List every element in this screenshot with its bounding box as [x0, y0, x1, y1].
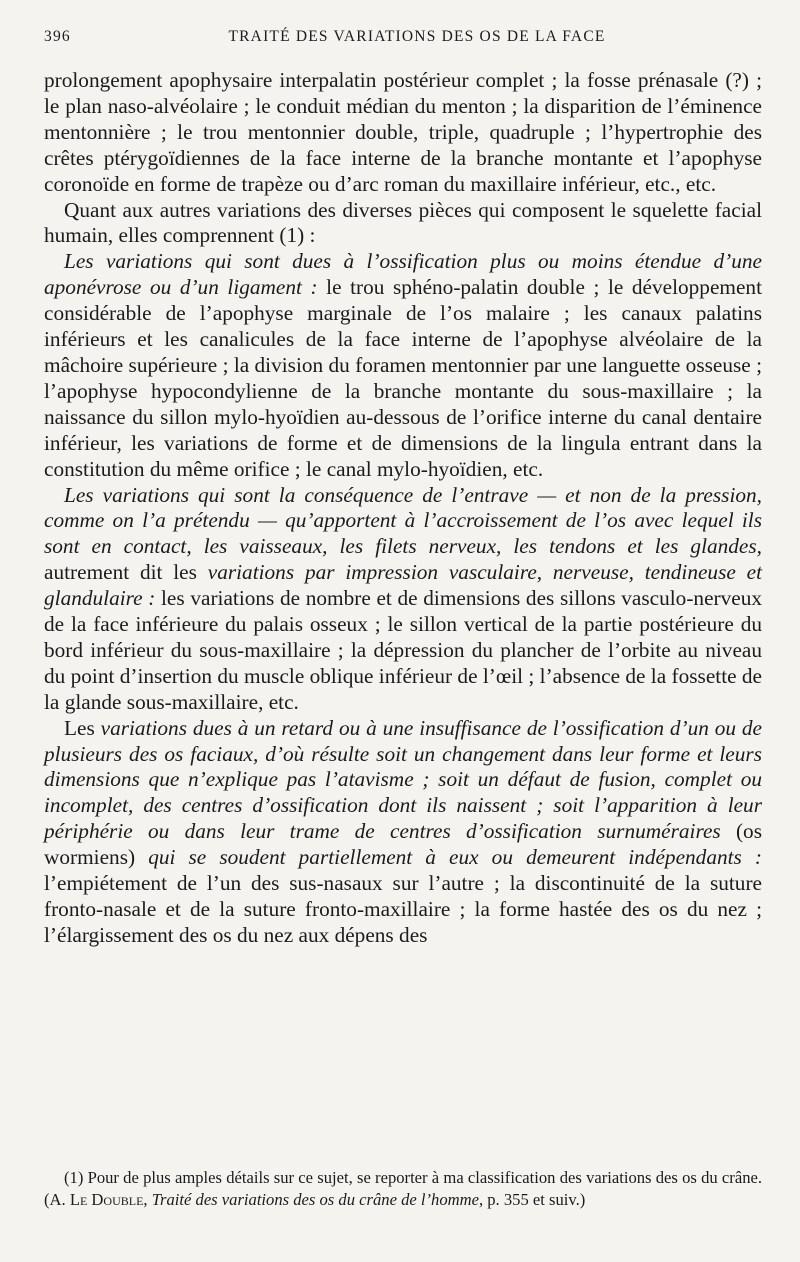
paragraph [44, 483, 762, 716]
footnote-text [44, 1167, 762, 1211]
italic-text: qui se soudent partiellement à eux ou demeurent indépendants : [148, 845, 762, 870]
footnote-part: (1) Pour de plus amples détails sur ce sujet, se reporter à ma classification des variations des os du crâne. (A. [44, 1168, 762, 1209]
paragraph-text: les variations de nombre et de dimensions des sillons vasculo-nerveux de la face inférieure du palais osseux ; le sillon vertical de la partie postérieure du bord inférieur du sous-maxillaire ; la dépression du plancher de l’orbite au niveau du point d’insertion du muscle oblique inférieur de l’œil ; l’absence de la fossette de la glande sous-maxillaire, etc. [44, 586, 763, 714]
paragraph-text: l’empiétement de l’un des sus-nasaux sur l’autre ; la discontinuité de la suture fronto-nasale et de la suture fronto-maxillaire ; la forme hastée des os du nez ; l’élargissement des os du nez aux dépens des [44, 871, 762, 947]
italic-text: Les variations qui sont la conséquence de l’entrave — et non de la pression, comme on l’a prétendu — qu’apportent à l’accroissement de l’os avec lequel ils sont en contact, les vaisseaux, les filets nerveux, les tendons et les glandes, [44, 482, 762, 559]
running-title: TRAITÉ DES VARIATIONS DES OS DE LA FACE [228, 28, 606, 45]
italic-text: variations par impression vasculaire, nerveuse, tendineuse et glandulaire : [44, 560, 762, 611]
paragraph [44, 68, 762, 198]
paragraph-text: autrement dit les [44, 560, 208, 585]
paragraph-text: Les [64, 715, 101, 740]
footnote-book-title: Traité des variations des os du crâne de l’homme [151, 1190, 479, 1209]
paragraph-text: prolongement apophysaire interpalatin postérieur complet ; la fosse prénasale (?) ; le plan naso-alvéolaire ; le conduit médian du menton ; la disparition de l’éminence mentonnière ; le trou mentonnier double, triple, quadruple ; l’hypertrophie des crêtes ptérygoïdiennes de la face interne de la branche montante et l’apophyse coronoïde en forme de trapèze ou d’arc roman du maxillaire inférieur, etc., etc. [44, 68, 762, 196]
footnote [44, 1167, 762, 1211]
running-header [44, 28, 760, 54]
footnote-author: Le Double [69, 1190, 144, 1209]
page-number: 396 [44, 28, 71, 45]
main-text [44, 68, 762, 949]
footnote-part: , [143, 1190, 152, 1209]
paragraph [44, 716, 762, 949]
paragraph-text: Quant aux autres variations des diverses pièces qui composent le squelette facial humain, elles comprennent (1) : [44, 197, 762, 248]
paragraph [44, 249, 762, 482]
italic-text: Les variations qui sont dues à l’ossification plus ou moins étendue d’une aponévrose ou d’un ligament : [44, 249, 762, 300]
paragraph-text: le trou sphéno-palatin double ; le développement considérable de l’apophyse marginale de l’os malaire ; les canaux palatins inférieurs et les canalicules de la face interne de l’apophyse alvéolaire de la mâchoire supérieure ; la division du foramen mentonnier par une languette osseuse ; l’apophyse hypocondylienne de la branche montante du sous-maxillaire ; la naissance du sillon mylo-hyoïdien au-dessous de l’orifice interne du canal dentaire inférieur, les variations de forme et de dimensions de la lingula entrant dans la constitution du même orifice ; le canal mylo-hyoïdien, etc. [44, 275, 762, 481]
paragraph [44, 198, 762, 250]
paragraph-text: (os wormiens) [44, 819, 762, 870]
footnote-part: , p. 355 et suiv.) [478, 1190, 586, 1209]
italic-text: variations dues à un retard ou à une insuffisance de l’ossification d’un ou de plusieurs des os faciaux, d’où résulte soit un changement dans leur forme et leurs dimensions que n’explique pas l’atavisme ; soit un défaut de fusion, complet ou incomplet, des centres d’ossification dont ils naissent ; soit l’apparition à leur périphérie ou dans leur trame de centres d’ossification surnuméraires [44, 715, 763, 844]
